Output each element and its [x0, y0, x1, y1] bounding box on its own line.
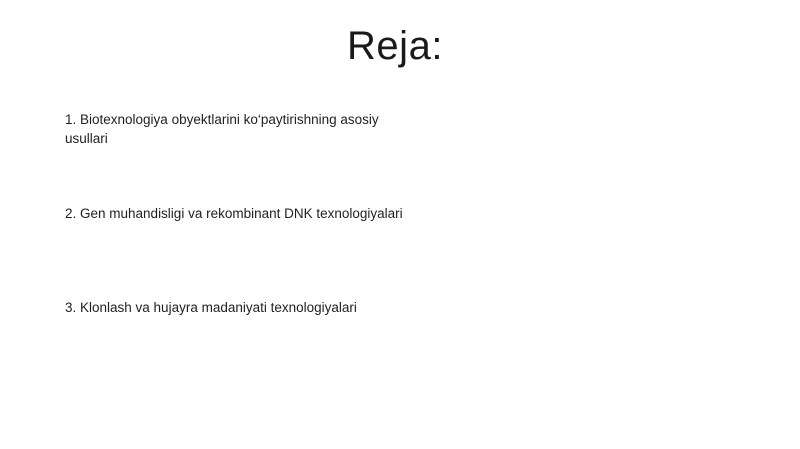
slide-title: Reja:	[347, 24, 443, 68]
plan-item-3: 3. Klonlash va hujayra madaniyati texnologiyalari	[65, 300, 357, 315]
plan-item-2: 2. Gen muhandisligi va rekombinant DNK texnologiyalari	[65, 206, 403, 221]
plan-item-1: 1. Biotexnologiya obyektlarini ko‘paytirishning asosiy usullari	[65, 112, 379, 146]
